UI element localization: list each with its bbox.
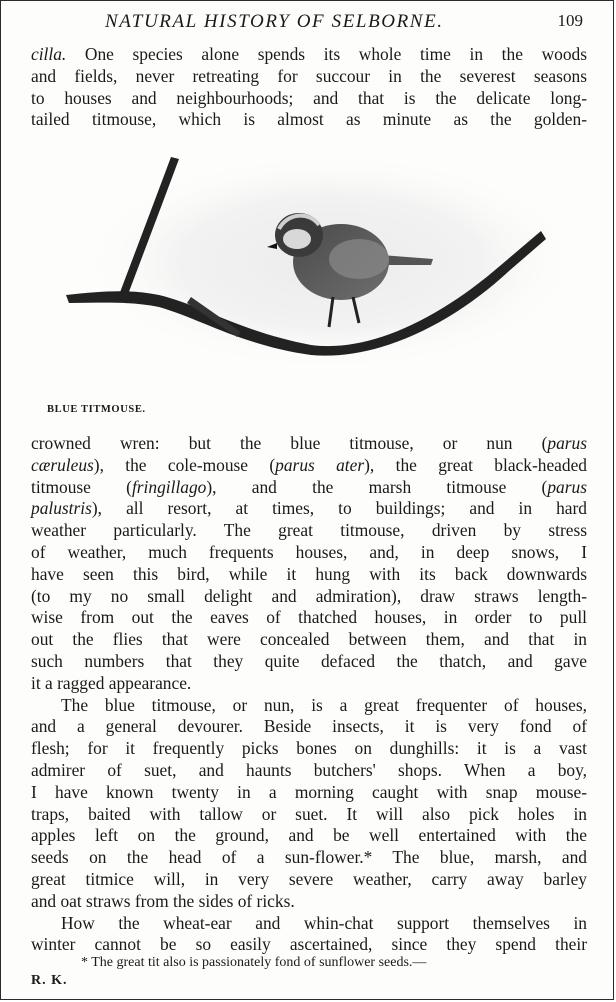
italic-fragment: cilla. <box>31 44 67 64</box>
figure-caption: BLUE TITMOUSE. <box>47 404 146 415</box>
italic-fragment: parus <box>547 476 587 497</box>
text-line: to houses and neighbourhoods; and that is the delicate long- <box>31 87 587 108</box>
text-line: and a general devourer. Beside insects, it is very fond of <box>31 716 587 737</box>
italic-fragment: fringillago <box>131 476 207 497</box>
text-line: crowned wren: but the blue titmouse, or nun (parus <box>31 433 587 453</box>
text-line: How the wheat-ear and whin-chat support themselves in <box>61 912 587 933</box>
italic-fragment: parus <box>547 433 587 453</box>
text-fragment: crowned wren: but the blue titmouse, or nun <box>31 433 513 453</box>
text-line: admirer of suet, and haunts butchers' shops. When a boy, <box>31 759 587 780</box>
text-line <box>31 44 587 66</box>
text-line: such numbers that they quite defaced the thatch, and gave <box>31 650 587 671</box>
paragraph-top <box>31 44 587 131</box>
text-line: cæruleus), the cole-mouse (parus ater), the great black-headed <box>31 454 587 475</box>
text-line: traps, baited with tallow or suet. It will also pick holes in <box>31 803 587 824</box>
text-line: out the flies that were concealed between them, and that in <box>31 629 587 650</box>
italic-fragment: parus ater <box>275 454 365 475</box>
footnote-text: * The great tit also is passionately fond of sunflower seeds.— <box>81 955 427 970</box>
paragraph-main <box>31 433 587 956</box>
text-line: wise from out the eaves of thatched houses, in order to pull <box>31 607 587 628</box>
text-line: seeds on the head of a sun-flower.* The blue, marsh, and <box>31 847 587 868</box>
page-header <box>31 9 583 35</box>
text-line: (to my no small delight and admiration), draw straws length- <box>31 585 587 606</box>
text-line: palustris), all resort, at times, to buildings; and in hard <box>31 498 587 519</box>
text-line: and fields, never retreating for succour in the severest seasons <box>31 65 587 86</box>
text-line: apples left on the ground, and be well entertained with the <box>31 825 587 846</box>
text-line: titmouse (fringillago), and the marsh titmouse (parus <box>31 476 587 497</box>
footnote <box>31 954 587 990</box>
text-line: winter cannot be so easily ascertained, since they spend their <box>31 934 587 955</box>
footnote-signature: R. K. <box>31 973 68 988</box>
text-line: The blue titmouse, or nun, is a great frequenter of houses, <box>61 694 587 715</box>
text-line: it a ragged appearance. <box>31 672 192 693</box>
text-line: have seen this bird, while it hung with its back downwards <box>31 563 587 584</box>
text-line: great titmice will, in very severe weather, carry away barley <box>31 868 587 889</box>
text-line: weather particularly. The great titmouse, driven by stress <box>31 520 587 541</box>
text-line: of weather, much frequents houses, and, in deep snows, I <box>31 541 587 562</box>
text-line: tailed titmouse, which is almost as minute as the golden- <box>31 109 587 130</box>
page-number: 109 <box>557 11 583 30</box>
running-title: NATURAL HISTORY OF SELBORNE. <box>105 11 444 32</box>
text-line: I have known twenty in a morning caught with snap mouse- <box>31 781 587 802</box>
text-fragment: One species alone spends its whole time in the woods <box>84 44 587 64</box>
text-line: and oat straws from the sides of ricks. <box>31 890 295 911</box>
blue-titmouse-illustration <box>41 147 581 387</box>
text-line: flesh; for it frequently picks bones on dunghills: it is a vast <box>31 738 587 759</box>
bird-cheek <box>283 229 311 249</box>
italic-fragment: cæruleus <box>31 454 94 475</box>
italic-fragment: palustris <box>31 498 92 519</box>
bird-wing <box>329 239 389 279</box>
